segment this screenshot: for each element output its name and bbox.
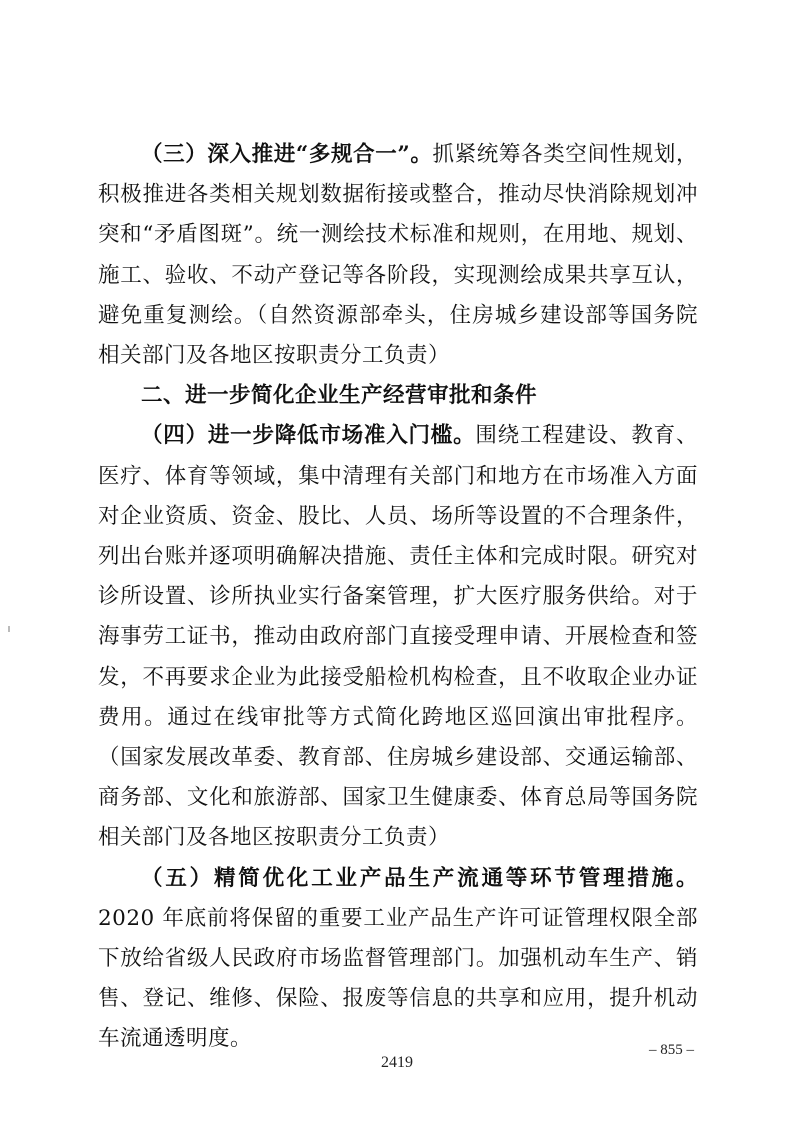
document-serial-number: 2419 <box>381 1054 413 1071</box>
document-body <box>98 135 698 1060</box>
page-number: – 855 – <box>649 1042 694 1058</box>
scan-edge-mark <box>8 626 10 632</box>
paragraph-text: 2020 年底前将保留的重要工业产品生产许可证管理权限全部下放给省级人民政府市场监督管理部门。加强机动车生产、销售、登记、维修、保险、报废等信息的共享和应用，提升机动车流通透明度。 <box>98 905 698 1052</box>
paragraph-lead: （四）进一步降低市场准入门槛。 <box>141 423 476 449</box>
paragraph-lead: （五）精简优化工业产品生产流通等环节管理措施。 <box>141 865 698 891</box>
section-heading: 二、进一步简化企业生产经营审批和条件 <box>141 383 538 409</box>
paragraph-market-access <box>98 416 698 858</box>
paragraph-industrial-products <box>98 859 698 1060</box>
paragraph-text: 围绕工程建设、教育、医疗、体育等领域，集中清理有关部门和地方在市场准入方面对企业资质、资金、股比、人员、场所等设置的不合理条件，列出台账并逐项明确解决措施、责任主体和完成时限。研究对诊所设置、诊所执业实行备案管理，扩大医疗服务供给。对于海事劳工证书，推动由政府部门直接受理申请、开展检查和签发，不再要求企业为此接受船检机构检查，且不收取企业办证费用。通过在线审批等方式简化跨地区巡回演出审批程序。（国家发展改革委、教育部、住房城乡建设部、交通运输部、商务部、文化和旅游部、国家卫生健康委、体育总局等国务院相关部门及各地区按职责分工负责） <box>98 423 698 851</box>
paragraph-multi-plan-integration <box>98 135 698 376</box>
paragraph-lead: （三）深入推进“多规合一”。 <box>141 142 433 167</box>
paragraph-text: 抓紧统筹各类空间性规划，积极推进各类相关规划数据衔接或整合，推动尽快消除规划冲突和“矛盾图斑”。统一测绘技术标准和规则，在用地、规划、施工、验收、不动产登记等各阶段，实现测绘成果共享互认，避免重复测绘。（自然资源部牵头，住房城乡建设部等国务院相关部门及各地区按职责分工负责） <box>98 142 698 369</box>
